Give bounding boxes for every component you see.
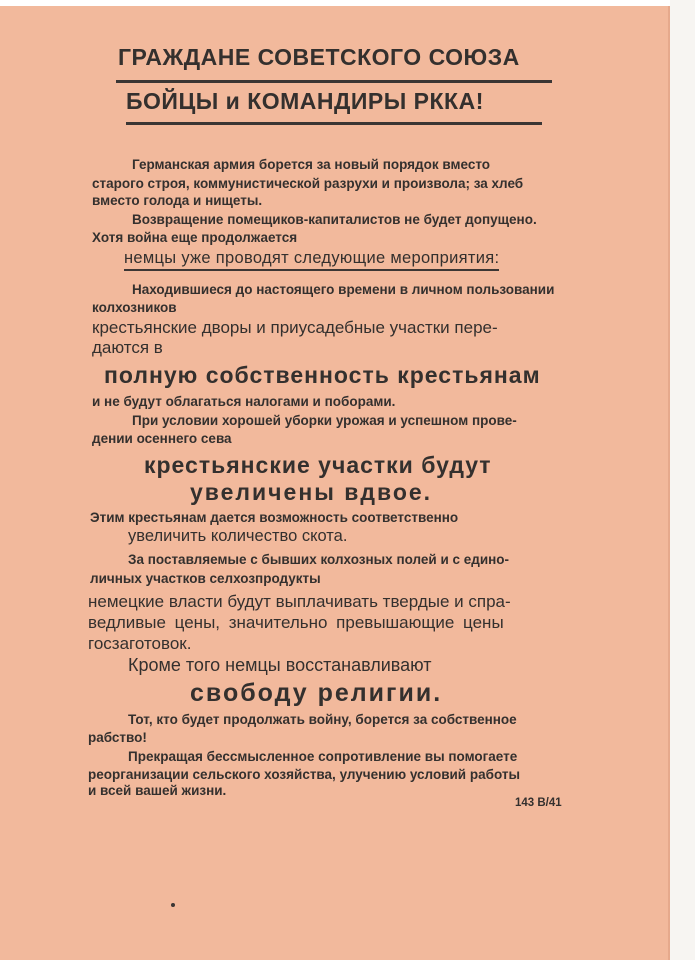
para-3-emphasis: полную собственность крестьянам (104, 362, 541, 388)
para-9-line-1: Прекращая бессмысленное сопротивление вы помогаете (128, 749, 518, 764)
para-6-line-4: ведливые цены, значительно превышающие цены (88, 613, 504, 632)
para-4-line-1: При условии хорошей уборки урожая и успешном прове- (132, 413, 517, 428)
title-rule-2 (126, 122, 542, 125)
para-7-emphasis: свободу религии. (190, 679, 443, 707)
para-1-line-3: вместо голода и нищеты. (92, 193, 263, 208)
para-2-line-2: Хотя война еще продолжается (92, 230, 298, 245)
para-1-line-1: Германская армия борется за новый порядок вместо (132, 157, 491, 172)
para-3-line-3: крестьянские дворы и приусадебные участки пере- (92, 318, 498, 337)
para-5-line-2: увеличить количество скота. (128, 527, 348, 545)
para-3-line-5: и не будут облагаться налогами и поборами. (92, 394, 396, 409)
para-4-emphasis-1: крестьянские участки будут (144, 452, 492, 478)
para-4-line-2: дении осеннего сева (92, 431, 232, 446)
title-line-1: ГРАЖДАНЕ СОВЕТСКОГО СОЮЗА (118, 44, 520, 70)
scan-margin (670, 0, 695, 960)
para-3-line-2: колхозников (92, 300, 177, 315)
para-4-emphasis-2: увеличены вдвое. (190, 479, 433, 505)
para-1-line-2: старого строя, коммунистической разрухи и произвола; за хлеб (92, 176, 524, 191)
para-9-line-2: реорганизации сельского хозяйства, улучению условий работы (88, 767, 520, 782)
para-2-line-1: Возвращение помещиков-капиталистов не будет допущено. (132, 212, 537, 227)
print-code: 143 В/41 (515, 797, 562, 809)
para-7-line-1: Кроме того немцы восстанавливают (128, 655, 432, 675)
para-6-line-5: госзаготовок. (88, 634, 192, 653)
para-9-line-3: и всей вашей жизни. (88, 783, 227, 798)
para-5-line-1: Этим крестьянам дается возможность соответственно (90, 510, 459, 525)
ink-speck (171, 903, 175, 907)
para-2-line-3: немцы уже проводят следующие мероприятия: (124, 249, 499, 271)
para-6-line-2: личных участков селхозпродукты (90, 571, 321, 586)
para-6-line-1: За поставляемые с бывших колхозных полей и с едино- (128, 552, 510, 567)
para-8-line-2: рабство! (88, 730, 147, 745)
para-8-line-1: Тот, кто будет продолжать войну, борется за собственное (128, 712, 517, 727)
title-rule-1 (116, 80, 552, 83)
para-6-line-3: немецкие власти будут выплачивать твердые и спра- (88, 592, 511, 611)
title-line-2: БОЙЦЫ и КОМАНДИРЫ РККА! (126, 88, 484, 114)
para-3-line-1: Находившиеся до настоящего времени в личном пользовании (132, 282, 555, 297)
para-3-line-4: даются в (92, 338, 163, 357)
